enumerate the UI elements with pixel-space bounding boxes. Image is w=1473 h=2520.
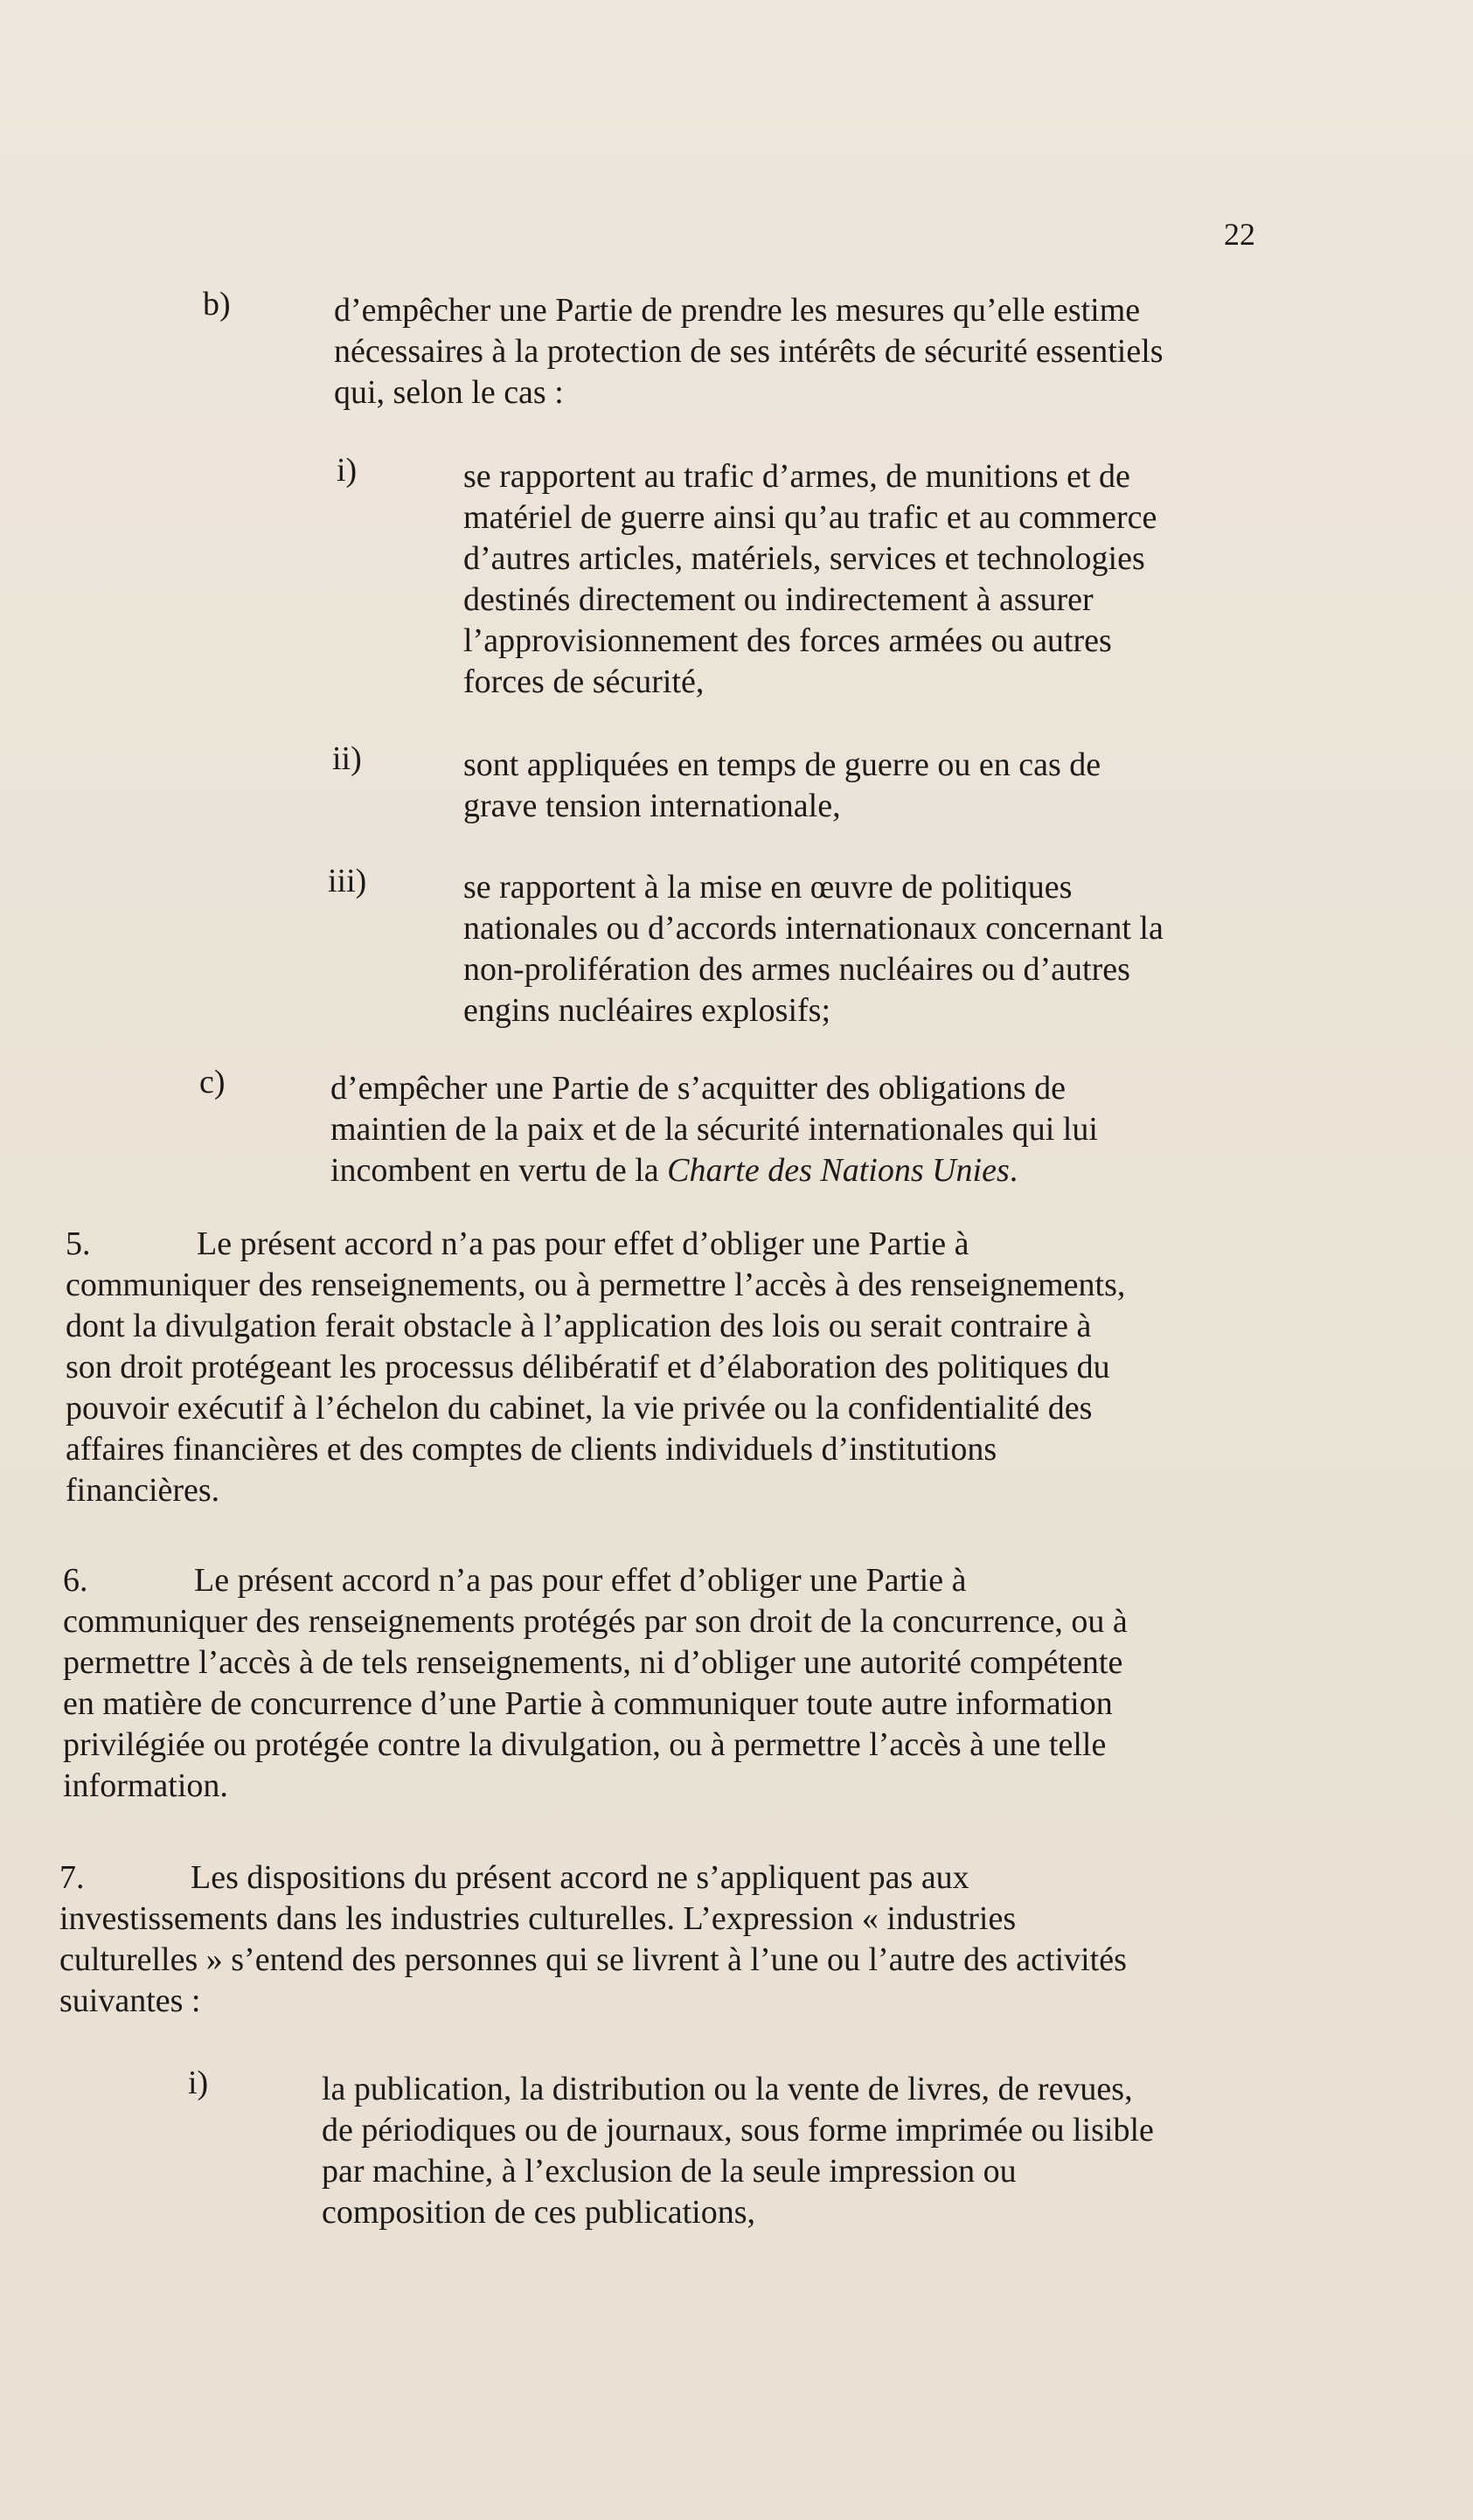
subitem-b-i-line-1: se rapportent au trafic d’armes, de munitions et de — [463, 458, 1130, 495]
subitem-b-iii-line-4: engins nucléaires explosifs; — [463, 992, 831, 1029]
item-c-line-2: maintien de la paix et de la sécurité internationales qui lui — [330, 1111, 1098, 1148]
paragraph-7-number: 7. — [59, 1859, 85, 1896]
para7-subitem-i-text — [322, 2069, 1154, 2233]
para7-subitem-i-marker: i) — [188, 2065, 209, 2101]
paragraph-5-line-5: pouvoir exécutif à l’échelon du cabinet, la vie privée ou la confidentialité des — [66, 1390, 1093, 1427]
paragraph-5-line-6: affaires financières et des comptes de clients individuels d’institutions — [66, 1431, 997, 1468]
item-b-line-2: nécessaires à la protection de ses intérêts de sécurité essentiels — [334, 333, 1164, 370]
subitem-b-iii-line-3: non-prolifération des armes nucléaires ou d’autres — [463, 951, 1130, 988]
paragraph-5-number: 5. — [66, 1225, 91, 1262]
subitem-b-i-line-6: forces de sécurité, — [463, 663, 705, 700]
para7-subitem-i-line-4: composition de ces publications, — [322, 2194, 756, 2231]
paragraph-7-line-2: investissements dans les industries culturelles. L’expression « industries — [59, 1900, 1017, 1937]
paragraph-6 — [63, 1560, 1128, 1807]
paragraph-5-line-2: communiquer des renseignements, ou à permettre l’accès à des renseignements, — [66, 1267, 1126, 1303]
paragraph-5-line-1: Le présent accord n’a pas pour effet d’obliger une Partie à — [197, 1225, 969, 1262]
item-c-line-3-suffix: . — [1009, 1152, 1018, 1189]
paragraph-6-line-4: en matière de concurrence d’une Partie à communiquer toute autre information — [63, 1685, 1113, 1722]
para7-subitem-i-line-1: la publication, la distribution ou la vente de livres, de revues, — [322, 2071, 1133, 2107]
page-number: 22 — [1224, 217, 1255, 252]
paragraph-5-line-4: son droit protégeant les processus délibératif et d’élaboration des politiques du — [66, 1349, 1110, 1385]
item-c-line-3 — [330, 1150, 1098, 1191]
paragraph-5-line-7: financières. — [66, 1472, 220, 1509]
subitem-b-i-marker: i) — [337, 452, 358, 489]
subitem-b-ii-line-2: grave tension internationale, — [463, 788, 841, 824]
para7-subitem-i-line-2: de périodiques ou de journaux, sous forme imprimée ou lisible — [322, 2112, 1154, 2149]
subitem-b-ii-line-1: sont appliquées en temps de guerre ou en cas de — [463, 746, 1101, 783]
charter-title: Charte des Nations Unies — [667, 1152, 1010, 1189]
paragraph-7-line-3: culturelles » s’entend des personnes qui se livrent à l’une ou l’autre des activités — [59, 1941, 1127, 1978]
paragraph-6-first-line — [63, 1560, 1128, 1601]
paragraph-5-line-3: dont la divulgation ferait obstacle à l’application des lois ou serait contraire à — [66, 1308, 1092, 1344]
paragraph-7 — [59, 1857, 1127, 2022]
subitem-b-i-line-4: destinés directement ou indirectement à assurer — [463, 581, 1094, 618]
paragraph-6-line-6: information. — [63, 1767, 228, 1804]
paragraph-7-line-4: suivantes : — [59, 1982, 201, 2019]
paragraph-5-first-line — [66, 1224, 1125, 1265]
paragraph-7-line-1: Les dispositions du présent accord ne s’appliquent pas aux — [191, 1859, 969, 1896]
item-c-line-1: d’empêcher une Partie de s’acquitter des obligations de — [330, 1070, 1066, 1107]
paragraph-6-line-3: permettre l’accès à de tels renseignements, ni d’obliger une autorité compétente — [63, 1644, 1123, 1681]
subitem-b-ii-marker: ii) — [332, 740, 362, 777]
item-c-text — [330, 1068, 1098, 1191]
paragraph-5 — [66, 1224, 1125, 1511]
subitem-b-i-line-2: matériel de guerre ainsi qu’au trafic et au commerce — [463, 499, 1157, 536]
item-c-marker: c) — [199, 1064, 226, 1100]
item-c-line-3-prefix: incombent en vertu de la — [330, 1152, 668, 1189]
subitem-b-iii-text — [463, 867, 1164, 1031]
para7-subitem-i-line-3: par machine, à l’exclusion de la seule impression ou — [322, 2153, 1017, 2190]
subitem-b-iii-line-1: se rapportent à la mise en œuvre de politiques — [463, 869, 1073, 906]
item-b-marker: b) — [203, 286, 231, 323]
subitem-b-ii-text — [463, 745, 1101, 827]
item-b-line-1: d’empêcher une Partie de prendre les mesures qu’elle estime — [334, 292, 1141, 329]
item-b-text — [334, 290, 1164, 413]
item-b-line-3: qui, selon le cas : — [334, 374, 564, 411]
paragraph-7-first-line — [59, 1857, 1127, 1899]
subitem-b-i-line-3: d’autres articles, matériels, services et technologies — [463, 540, 1145, 577]
paragraph-6-number: 6. — [63, 1562, 88, 1599]
subitem-b-iii-marker: iii) — [328, 863, 367, 899]
subitem-b-i-line-5: l’approvisionnement des forces armées ou autres — [463, 622, 1112, 659]
paragraph-6-line-5: privilégiée ou protégée contre la divulgation, ou à permettre l’accès à une telle — [63, 1726, 1107, 1763]
paragraph-6-line-2: communiquer des renseignements protégés par son droit de la concurrence, ou à — [63, 1603, 1128, 1640]
paragraph-6-line-1: Le présent accord n’a pas pour effet d’obliger une Partie à — [194, 1562, 967, 1599]
subitem-b-iii-line-2: nationales ou d’accords internationaux concernant la — [463, 910, 1164, 947]
subitem-b-i-text — [463, 456, 1157, 703]
